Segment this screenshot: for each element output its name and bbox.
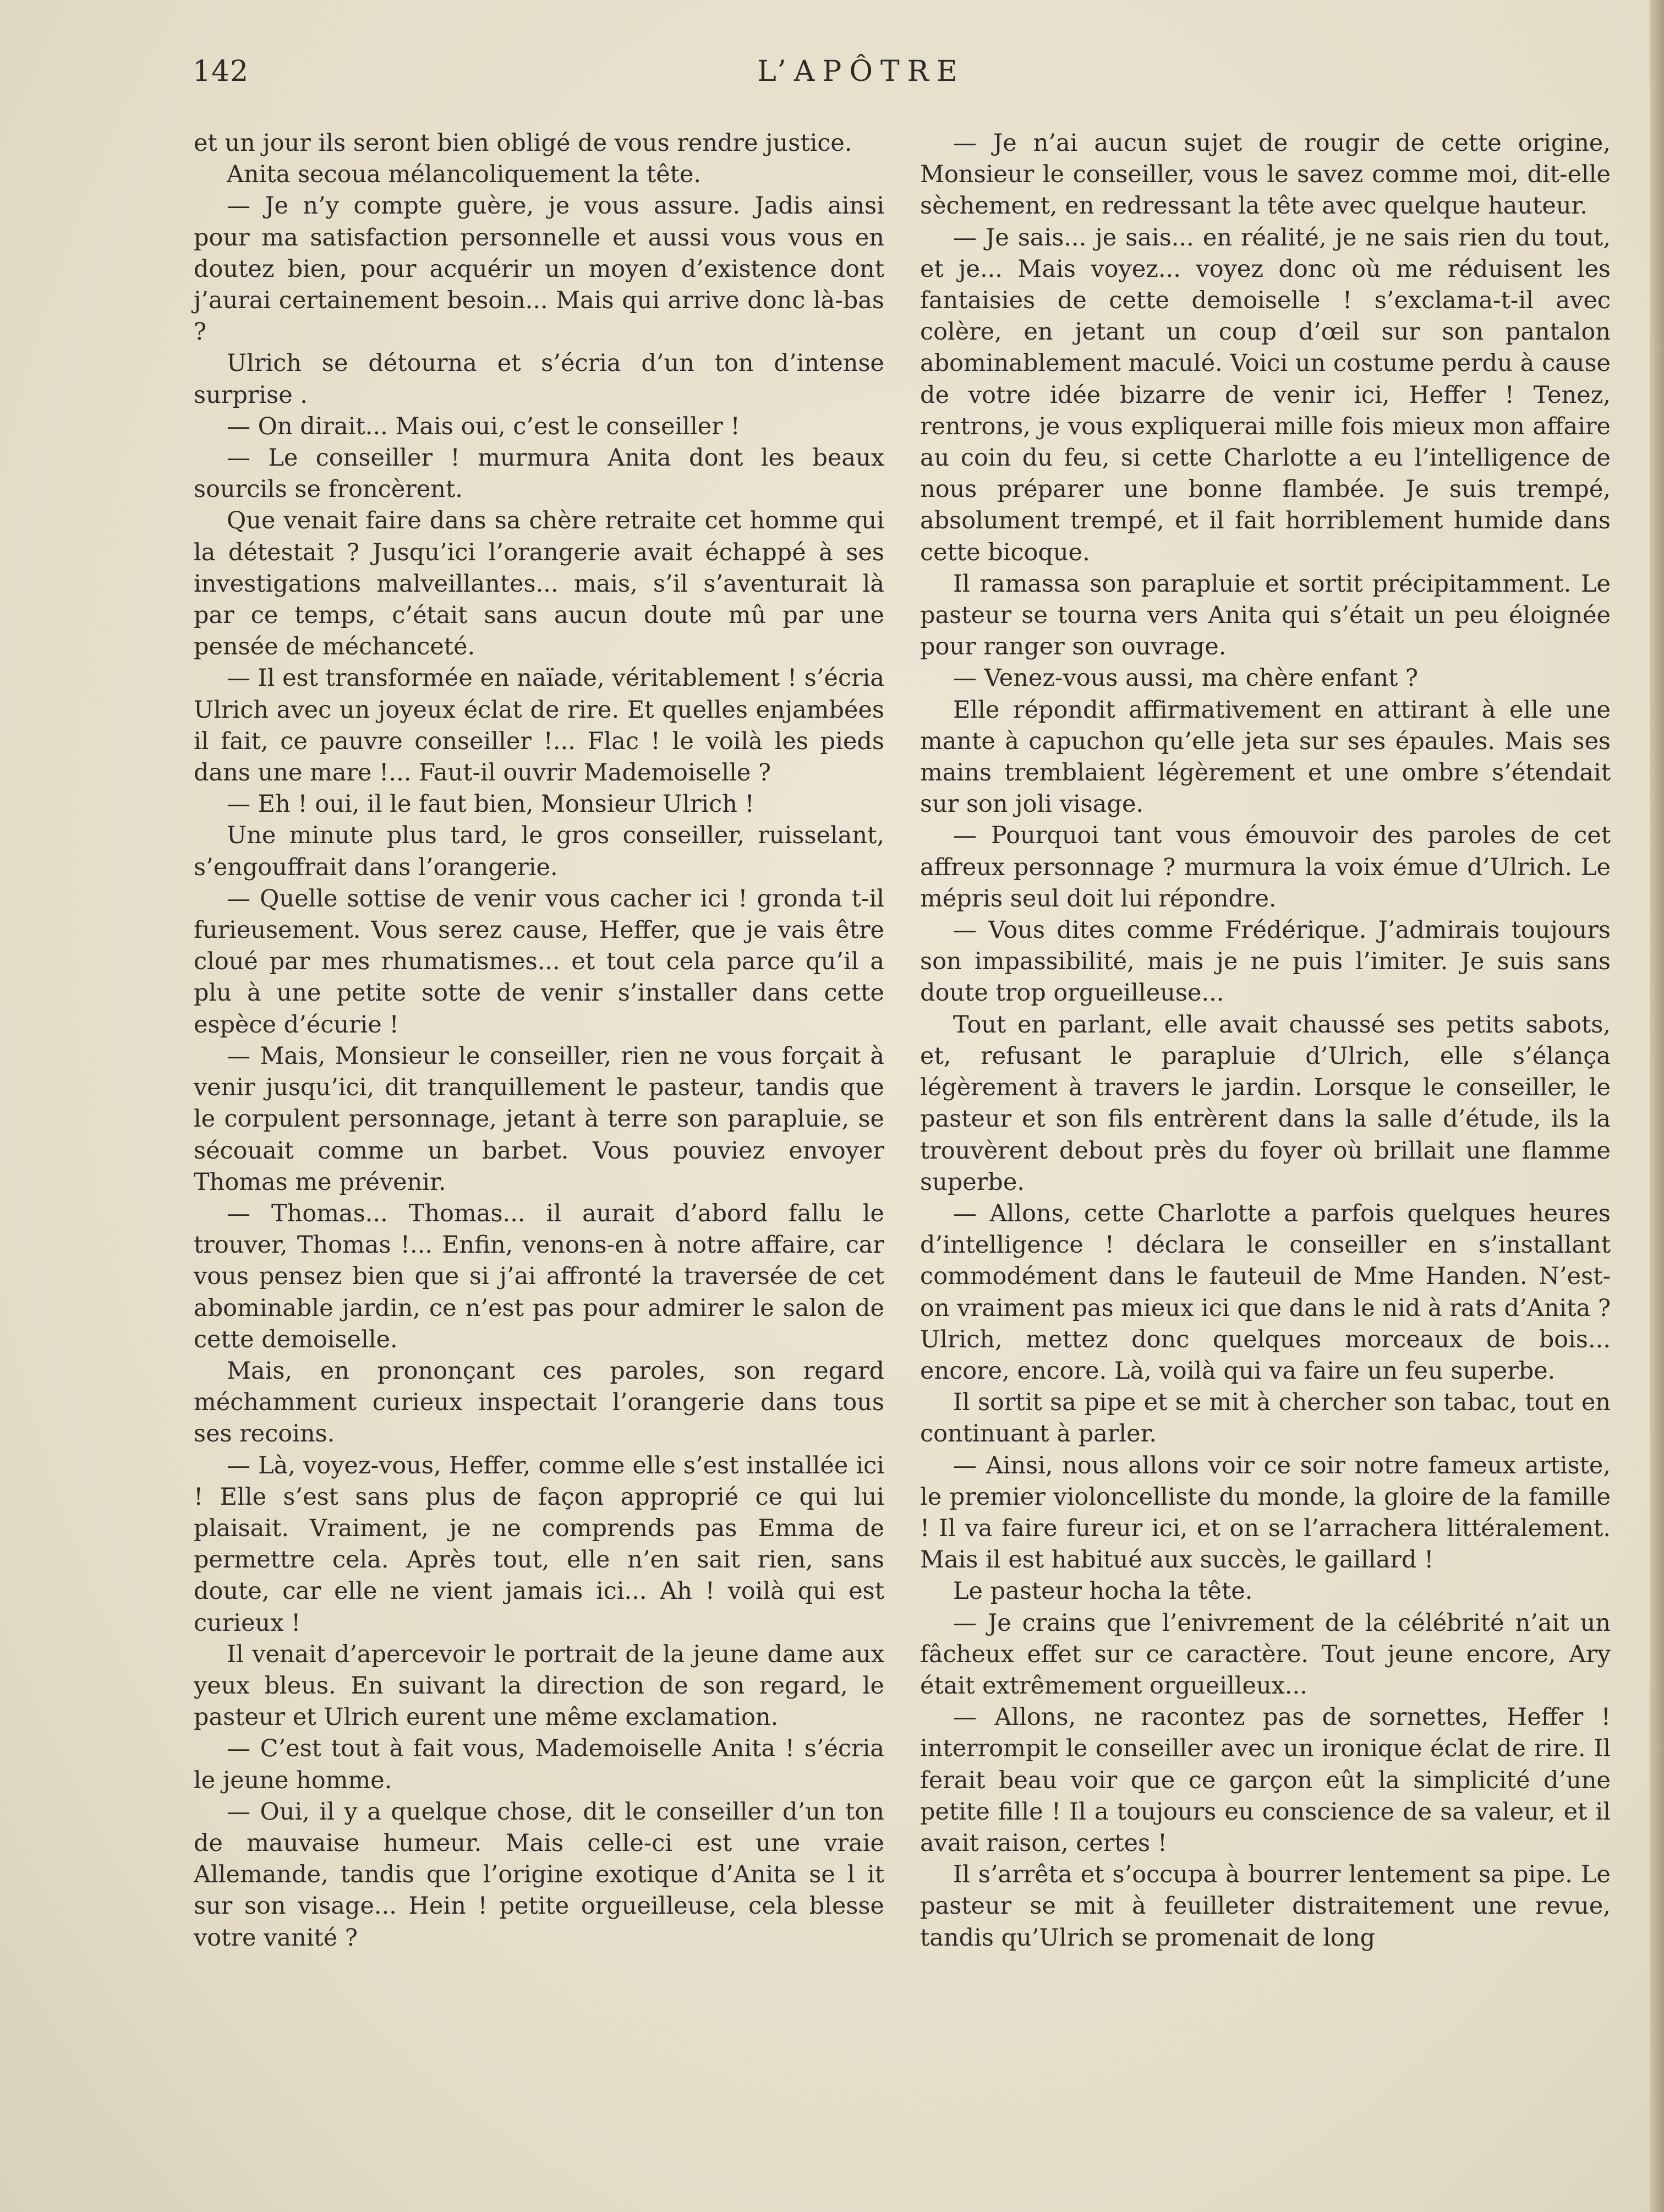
running-title: L’APÔTRE (757, 55, 965, 88)
paragraph: — Mais, Monsieur le conseiller, rien ne vous forçait à venir jusqu’ici, dit tranquillement le pasteur, tandis que le corpulent personnage, jetant à terre son parapluie, se sécouait comme un barbet. Vous pouviez envoyer Thomas me prévenir. (194, 1042, 884, 1196)
paragraph: Mais, en prononçant ces paroles, son regard méchamment curieux inspectait l’orangerie dans tous ses recoins. (194, 1357, 884, 1448)
paragraph: — Allons, ne racontez pas de sornettes, Heffer ! interrompit le conseiller avec un ironique éclat de rire. Il ferait beau voir que ce garçon eût la simplicité d’une petite fille ! Il a toujours eu conscience de sa valeur, et il avait raison, certes ! (920, 1703, 1611, 1857)
paragraph: — Venez-vous aussi, ma chère enfant ? (953, 664, 1419, 692)
paragraph: Tout en parlant, elle avait chaussé ses petits sabots, et, refusant le parapluie d’Ulrich, elle s’élança légèrement à travers le jardin. Lorsque le conseiller, le pasteur et son fils entrèrent dans la salle d’étude, ils la trouvèrent debout près du foyer où brillait une flamme superbe. (920, 1011, 1611, 1196)
paragraph: — Pourquoi tant vous émouvoir des paroles de cet affreux personnage ? murmura la voix émue d’Ulrich. Le mépris seul doit lui répondre. (920, 822, 1611, 913)
paragraph: Il sortit sa pipe et se mit à chercher son tabac, tout en continuant à parler. (920, 1389, 1611, 1448)
paragraph: Ulrich se détourna et s’écria d’un ton d’intense surprise . (194, 349, 884, 409)
paragraph: — Allons, cette Charlotte a parfois quelques heures d’intelligence ! déclara le conseiller en s’installant commodément dans le fauteuil de Mme Handen. N’est-on vraiment pas mieux ici que dans le nid à rats d’Anita ? Ulrich, mettez donc quelques morceaux de bois... encore, encore. Là, voilà qui va faire un feu superbe. (920, 1199, 1611, 1385)
paragraph: — Le conseiller ! murmura Anita dont les beaux sourcils se froncèrent. (194, 444, 884, 504)
paragraph: — C’est tout à fait vous, Mademoiselle Anita ! s’écria le jeune homme. (194, 1735, 884, 1794)
right-text-column (920, 128, 1611, 1954)
paragraph: — Je n’ai aucun sujet de rougir de cette origine, Monsieur le conseiller, vous le savez comme moi, dit-elle sèchement, en redressant la tête avec quelque hauteur. (920, 129, 1611, 220)
paragraph: Il s’arrêta et s’occupa à bourrer lentement sa pipe. Le pasteur se mit à feuilleter distraitement une revue, tandis qu’Ulrich se promenait de long (920, 1861, 1611, 1952)
paragraph: Il ramassa son parapluie et sortit précipitamment. Le pasteur se tourna vers Anita qui s’était un peu éloignée pour ranger son ouvrage. (920, 570, 1611, 661)
paragraph: Elle répondit affirmativement en attirant à elle une mante à capuchon qu’elle jeta sur ses épaules. Mais ses mains tremblaient légèrement et une ombre s’étendait sur son joli visage. (920, 696, 1611, 818)
paragraph: — Il est transformée en naïade, véritablement ! s’écria Ulrich avec un joyeux éclat de rire. Et quelles enjambées il fait, ce pauvre conseiller !... Flac ! le voilà les pieds dans une mare !... Faut-il ouvrir Mademoiselle ? (194, 664, 885, 787)
paragraph: Une minute plus tard, le gros conseiller, ruisselant, s’engouffrait dans l’orangerie. (194, 822, 884, 881)
paragraph: — Oui, il y a quelque chose, dit le conseiller d’un ton de mauvaise humeur. Mais celle-ci est une vraie Allemande, tandis que l’origine exotique d’Anita se l it sur son visage... Hein ! petite orgueilleuse, cela blesse votre vanité ? (194, 1798, 884, 1952)
paragraph: — Je crains que l’enivrement de la célébrité n’ait un fâcheux effet sur ce caractère. Tout jeune encore, Ary était extrêmement orgueilleux... (920, 1609, 1611, 1700)
page-edge-shadow (1650, 0, 1664, 2212)
paragraph: Le pasteur hocha la tête. (953, 1577, 1253, 1605)
paragraph: — Eh ! oui, il le faut bien, Monsieur Ulrich ! (227, 790, 754, 818)
paragraph: — Je n’y compte guère, je vous assure. Jadis ainsi pour ma satisfaction personnelle et aussi vous vous en doutez bien, pour acquérir un moyen d’existence dont j’aurai certainement besoin... Mais qui arrive donc là-bas ? (194, 192, 884, 346)
paragraph: — On dirait... Mais oui, c’est le conseiller ! (227, 412, 740, 440)
paragraph: — Thomas... Thomas... il aurait d’abord fallu le trouver, Thomas !... Enfin, venons-en à notre affaire, car vous pensez bien que si j’ai affronté la traversée de cet abominable jardin, ce n’est pas pour admirer le salon de cette demoiselle. (194, 1199, 884, 1353)
paragraph: — Quelle sottise de venir vous cacher ici ! gronda t-il furieusement. Vous serez cause, Heffer, que je vais être cloué par mes rhumatismes... et tout cela parce qu’il a plu à une petite sotte de venir s’installer dans cette espèce d’écurie ! (194, 884, 884, 1039)
paragraph: — Vous dites comme Frédérique. J’admirais toujours son impassibilité, mais je ne puis l’imiter. Je suis sans doute trop orgueilleuse... (920, 916, 1611, 1007)
paragraph: Il venait d’apercevoir le portrait de la jeune dame aux yeux bleus. En suivant la direction de son regard, le pasteur et Ulrich eurent une même exclamation. (194, 1640, 884, 1732)
paragraph: — Là, voyez-vous, Heffer, comme elle s’est installée ici ! Elle s’est sans plus de façon approprié ce qui lui plaisait. Vraiment, je ne comprends pas Emma de permettre cela. Après tout, elle n’en sait rien, sans doute, car elle ne vient jamais ici... Ah ! voilà qui est curieux ! (194, 1451, 884, 1637)
paragraph: — Ainsi, nous allons voir ce soir notre fameux artiste, le premier violoncelliste du monde, la gloire de la famille ! Il va faire fureur ici, et on se l’arrachera littéralement. Mais il est habitué aux succès, le gaillard ! (920, 1451, 1611, 1574)
paragraph: Anita secoua mélancoliquement la tête. (227, 161, 702, 189)
paragraph: Que venait faire dans sa chère retraite cet homme qui la détestait ? Jusqu’ici l’orangerie avait échappé à ses investigations malveillantes... mais, s’il s’aventurait là par ce temps, c’était sans aucun doute mû par une pensée de méchanceté. (194, 507, 884, 661)
paragraph: — Je sais... je sais... en réalité, je ne sais rien du tout, et je... Mais voyez... voyez donc où me réduisent les fantaisies de cette demoiselle ! s’exclama-t-il avec colère, en jetant un coup d’œil sur son pantalon abominablement maculé. Voici un costume perdu à cause de votre idée bizarre de venir ici, Heffer ! Tenez, rentrons, je vous expliquerai mille fois mieux mon affaire au coin du feu, si cette Charlotte a eu l’intelligence de nous préparer une bonne flambée. Je suis trempé, absolument trempé, et il fait horriblement humide dans cette bicoque. (920, 223, 1611, 566)
page-number: 142 (193, 55, 249, 88)
left-text-column (194, 128, 884, 1954)
paragraph: et un jour ils seront bien obligé de vous rendre justice. (194, 129, 852, 157)
